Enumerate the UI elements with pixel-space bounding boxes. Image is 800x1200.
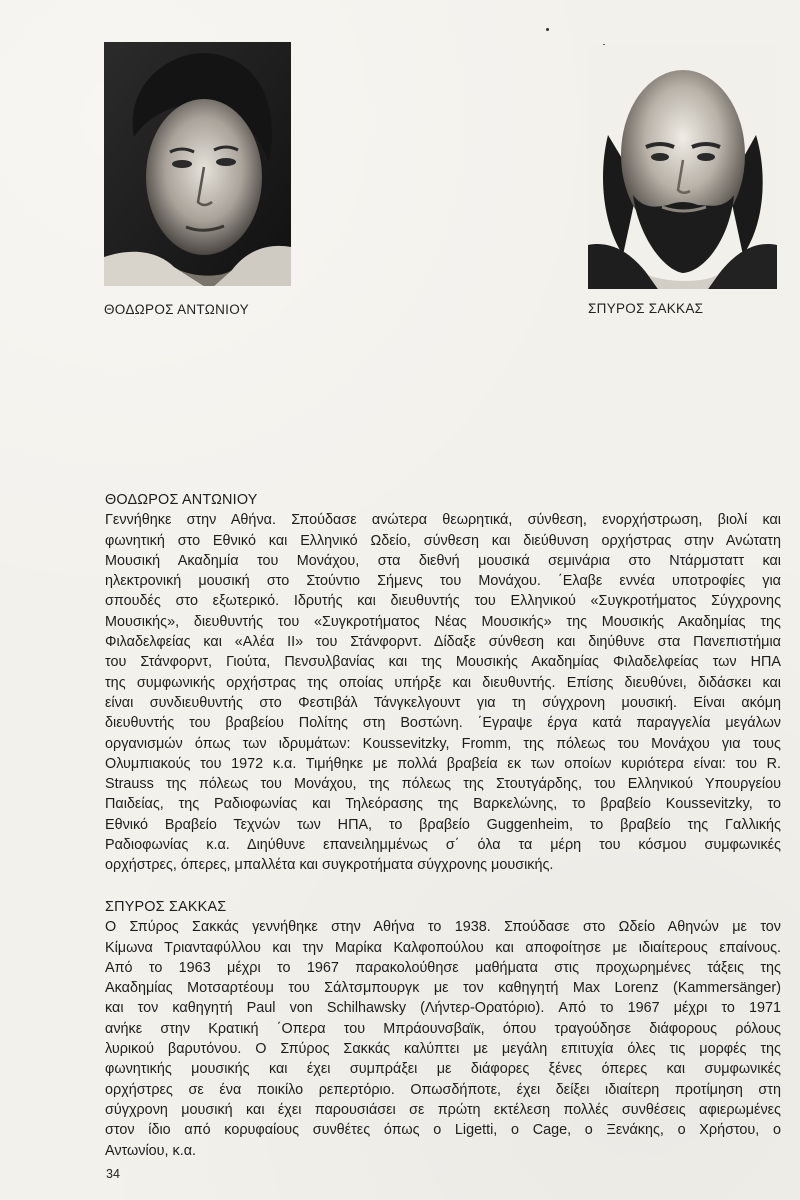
bio-line: ορχήστρες σε ένα ποικίλο ρεπερτόριο. Οπωσδήποτε, έχει δείξει ιδιαίτερη προτίμηση στη xyxy=(105,1081,781,1098)
bio-line: οργανισμών όπως των ιδρυμάτων: Koussevitzky, Fromm, της πόλεως του Μονάχου για τους xyxy=(105,735,781,752)
bio-line: Strauss της πόλεως του Μονάχου, της πόλεως της Στουτγάρδης, του Ελληνικού Υπουργείου xyxy=(105,776,781,793)
bio-line: Ολυμπιακούς του 1972 κ.α. Τιμήθηκε με πολλά βραβεία εκ των οποίων κυριότερα είναι: του R. xyxy=(105,755,781,772)
bio-line: ηλεκτρονική μουσική στο Στούντιο Σήμενς του Μονάχου. ΄Ελαβε εννέα υποτροφίες για xyxy=(105,573,781,590)
bio-line: του Στάνφορντ, Γιούτα, Πενσυλβανίας και της Μουσικής Ακαδημίας Φιλαδελφείας των ΗΠΑ xyxy=(105,654,781,671)
bio-line: της συμφωνικής ορχήστρας της οποίας υπήρξε και διευθυντής. Επίσης διευθύνει, διδάσκει και xyxy=(105,674,781,691)
bio-line: Αντωνίου, κ.α. xyxy=(105,1142,197,1159)
bio-line: είναι συνδιευθυντής στο Φεστιβάλ Τάνγκελγουντ για τη σύγχρονη μουσική. Είναι ακόμη xyxy=(105,694,781,711)
bio-line: σύγχρονη μουσική και έχει παρουσιάσει σε πρώτη εκτέλεση πολλές συνθέσεις αφιερωμένες xyxy=(105,1101,781,1118)
biography-antoniou xyxy=(105,490,781,876)
bio-line: Ο Σπύρος Σακκάς γεννήθηκε στην Αθήνα το 1938. Σπούδασε στο Ωδείο Αθηνών με τον xyxy=(105,919,781,936)
page-number: 34 xyxy=(106,1167,120,1181)
bio-line: Ραδιοφωνίας κ.α. Διηύθυνε επανειλημμένως σ΄ όλα τα μέρη του κόσμου συμφωνικές xyxy=(105,837,781,854)
bio-heading: ΘΟΔΩΡΟΣ ΑΝΤΩΝΙΟΥ xyxy=(105,492,258,508)
bio-line: φωνητική στο Εθνικό και Ελληνικό Ωδείο, σύνθεση και διεύθυνση ορχήστρας στην Ανώτατη xyxy=(105,532,781,549)
bio-heading: ΣΠΥΡΟΣ ΣΑΚΚΑΣ xyxy=(105,899,227,915)
bio-line: Μουσικής», διευθυντής του «Συγκροτήματος Νέας Μουσικής» της Μουσικής Ακαδημίας της xyxy=(105,613,781,630)
bio-line: Από το 1963 μέχρι το 1967 παρακολούθησε μαθήματα στις προχωρημένες τάξεις της xyxy=(105,959,781,976)
bio-line: Ακαδημίας Μοτσαρτέουμ του Σάλτσμπουργκ με τον καθηγητή Max Lorenz (Kammersänger) xyxy=(105,980,781,997)
portrait-caption: ΣΠΥΡΟΣ ΣΑΚΚΑΣ xyxy=(588,301,704,316)
bio-line: Κίμωνα Τριανταφύλλου και την Μαρίκα Καλφοπούλου και αποφοίτησε με ιδιαίτερους επαίνους. xyxy=(105,939,781,956)
bio-line: στον ίδιο από κορυφαίους συνθέτες όπως ο Ligetti, ο Cage, ο Ξενάκης, ο Χρήστου, ο xyxy=(105,1122,781,1139)
portrait-photo-antoniou xyxy=(104,42,291,286)
speck xyxy=(546,28,549,31)
bio-line: Μουσική Ακαδημία του Μονάχου, στα διεθνή μουσικά σεμινάρια στο Ντάρμσταττ και xyxy=(105,552,781,569)
bio-line: φωνητικής μουσικής και έχει συμπράξει με διάφορες ξένες όπερες και συμφωνικές xyxy=(105,1061,781,1078)
bio-line: λυρικού βαρυτόνου. Ο Σπύρος Σακκάς καλύπτει με μεγάλη επιτυχία όλες τις μορφές της xyxy=(105,1041,781,1058)
portrait-caption: ΘΟΔΩΡΟΣ ΑΝΤΩΝΙΟΥ xyxy=(104,302,249,317)
bio-line: ανήκε στην Κρατική ΄Οπερα του Μπράουνσβαϊκ, όπου τραγούδησε διάφορους ρόλους xyxy=(105,1020,781,1037)
portrait-photo-sakkas xyxy=(588,45,777,289)
bio-line: Παιδείας, της Ραδιοφωνίας και Τηλεόρασης της Βαρκελώνης, το βραβείο Koussevitzky, το xyxy=(105,796,781,813)
biography-sakkas xyxy=(105,897,781,1161)
bio-line: Εθνικό Βραβείο Τεχνών των ΗΠΑ, το βραβείο Guggenheim, το βραβείο της Γαλλικής xyxy=(105,816,781,833)
bio-line: διευθυντής του βραβείου Πολίτης στη Βοστώνη. ΄Εγραψε έργα κατά παραγγελία μεγάλων xyxy=(105,715,781,732)
bio-line: Φιλαδελφείας και «Αλέα ΙΙ» του Στάνφορντ. Δίδαξε σύνθεση και διηύθυνε στα Πανεπιστήμια xyxy=(105,634,781,651)
bio-line: Γεννήθηκε στην Αθήνα. Σπούδασε ανώτερα θεωρητικά, σύνθεση, ενορχήστρωση, βιολί και xyxy=(105,512,781,529)
bio-line: ορχήστρες, όπερες, μπαλλέτα και συγκροτήματα σύγχρονης μουσικής. xyxy=(105,857,554,874)
bio-line: και τον καθηγητή Paul von Schilhawsky (Λήντερ-Ορατόριο). Από το 1967 μέχρι το 1971 xyxy=(105,1000,781,1017)
bio-line: σπουδές στο εξωτερικό. Ιδρυτής και διευθυντής του Ελληνικού «Συγκροτήματος Σύγχρονης xyxy=(105,593,781,610)
